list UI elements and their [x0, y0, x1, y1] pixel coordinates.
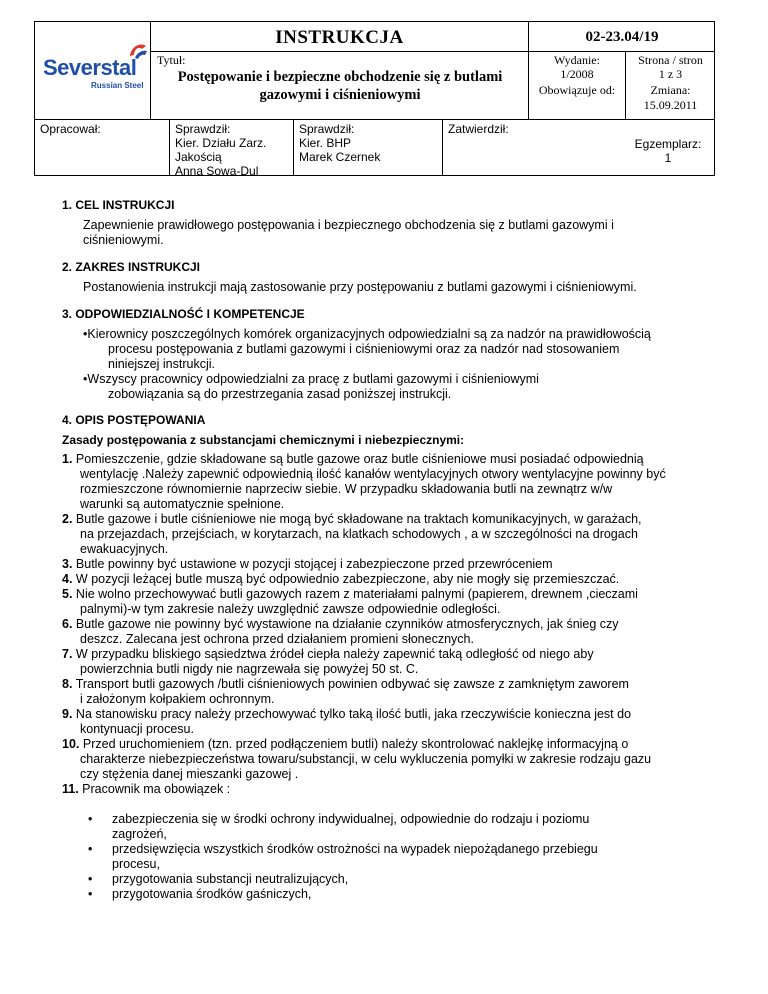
- approved-by-label: Zatwierdził:: [448, 122, 509, 136]
- item-number: 8.: [62, 677, 73, 691]
- change-label: Zmiana:: [650, 83, 691, 97]
- duty-text: zabezpieczenia się w środki ochrony indywidualnej, odpowiednie do rodzaju i poziomu: [112, 812, 590, 826]
- item-continuation: [62, 752, 712, 767]
- section-heading: 3. ODPOWIEDZIALNOŚĆ I KOMPETENCJE: [62, 307, 305, 321]
- item-first-line: [62, 452, 712, 467]
- duty-item: [88, 887, 708, 902]
- checked-label: Sprawdził:: [175, 122, 231, 136]
- item-text: Przed uruchomieniem (tzn. przed podłączeniem butli) należy skontrolować naklejkę informacyjną o: [82, 737, 629, 751]
- item-text: Butle gazowe nie powinny być wystawione na działanie czynników atmosferycznych, jak śnieg czy: [75, 617, 619, 631]
- item-first-line: [62, 677, 712, 692]
- logo-subtext: Russian Steel: [91, 81, 144, 90]
- item-continuation: [62, 467, 712, 482]
- item-text: ewakuacyjnych.: [80, 542, 169, 556]
- paragraph-line: Postanowienia instrukcji mają zastosowanie przy postępowaniu z butlami gazowymi i ciśnieniowymi.: [83, 280, 637, 294]
- item-text: Transport butli gazowych /butli ciśnieniowych powinien odbywać się zawsze z zamkniętym zaworem: [75, 677, 629, 691]
- checked-name: Anna Sowa-Dul: [175, 164, 259, 178]
- document-type-title: INSTRUKCJA: [275, 27, 404, 48]
- title-label: Tytuł:: [157, 53, 186, 67]
- numbered-item: [62, 737, 712, 782]
- item-continuation: [62, 482, 712, 497]
- item-text: kontynuacji procesu.: [80, 722, 194, 736]
- item-text: i założonym kołpakiem ochronnym.: [80, 692, 275, 706]
- page-label: Strona / stron: [638, 53, 703, 67]
- section-subheading: Zasady postępowania z substancjami chemicznymi i niebezpiecznymi:: [62, 433, 465, 447]
- item-continuation: [62, 542, 712, 557]
- bullet-item: •Kierownicy poszczególnych komórek organizacyjnych odpowiedzialni są za nadzór na prawidłowością: [83, 327, 651, 341]
- item-first-line: [62, 617, 712, 632]
- checked-role: Kier. BHP: [299, 136, 352, 150]
- numbered-item: [62, 677, 712, 707]
- bullet-text: Kierownicy poszczególnych komórek organizacyjnych odpowiedzialni są za nadzór na prawidłowością: [87, 327, 651, 341]
- item-text: Butle gazowe i butle ciśnieniowe nie mogą być składowane na traktach komunikacyjnych, w garażach,: [75, 512, 642, 526]
- bullet-icon: •: [88, 812, 93, 826]
- numbered-item: [62, 782, 712, 797]
- numbered-item: [62, 647, 712, 677]
- numbered-item: [62, 452, 712, 512]
- item-text: W przypadku bliskiego sąsiedztwa źródeł ciepła należy zapewnić taką odległość od niego aby: [75, 647, 594, 661]
- item-text: Na stanowisku pracy należy przechowywać tylko taką ilość butli, jaka rzeczywiście konieczna jest do: [75, 707, 632, 721]
- edition-value: 1/2008: [560, 67, 594, 81]
- item-number: 6.: [62, 617, 73, 631]
- item-text: W pozycji leżącej butle muszą być odpowiednio zabezpieczone, aby nie mogły się przemieszczać.: [75, 572, 620, 586]
- duty-continuation: [88, 857, 708, 872]
- item-continuation: [62, 527, 712, 542]
- item-continuation: [62, 632, 712, 647]
- valid-from-label: Obowiązuje od:: [538, 83, 616, 97]
- document-title: Postępowanie i bezpieczne obchodzenie się z butlami gazowymi i ciśnieniowymi: [177, 69, 503, 103]
- document-number: 02-23.04/19: [585, 29, 659, 45]
- numbered-list: [62, 452, 712, 797]
- item-text: warunki są automatycznie spełnione.: [80, 497, 285, 511]
- item-text: charakterze niebezpieczeństwa towaru/substancji, w celu wykluczenia pomyłki w zakresie rodzaju gazu: [80, 752, 652, 766]
- bullet-icon: •: [88, 842, 93, 856]
- item-first-line: [62, 512, 712, 527]
- item-continuation: [62, 722, 712, 737]
- item-first-line: [62, 737, 712, 752]
- bullet-text: Wszyscy pracownicy odpowiedzialni za pracę z butlami gazowymi i ciśnieniowymi: [87, 372, 539, 386]
- duty-text: zagrożeń,: [112, 827, 167, 841]
- duty-text: przygotowania substancji neutralizujących,: [112, 872, 349, 886]
- numbered-item: [62, 587, 712, 617]
- edition-label: Wydanie:: [554, 53, 600, 67]
- item-text: czy stężenia danej mieszanki gazowej .: [80, 767, 299, 781]
- logo-wordmark: Severstal: [43, 55, 137, 80]
- copy-value: 1: [664, 151, 672, 165]
- bullet-item: •Wszyscy pracownicy odpowiedzialni za pracę z butlami gazowymi i ciśnieniowymi: [83, 372, 539, 386]
- item-continuation: [62, 662, 712, 677]
- change-value: 15.09.2011: [643, 98, 698, 112]
- item-continuation: [62, 602, 712, 617]
- numbered-item: [62, 707, 712, 737]
- paragraph-line: Zapewnienie prawidłowego postępowania i bezpiecznego obchodzenia się z butlami gazowymi i: [83, 218, 614, 232]
- item-number: 1.: [62, 452, 73, 466]
- bullet-continuation: procesu postępowania z butlami gazowymi i ciśnieniowymi oraz za nadzór nad stosowaniem: [108, 342, 620, 356]
- item-first-line: [62, 782, 712, 797]
- item-first-line: [62, 647, 712, 662]
- duty-text: procesu,: [112, 857, 160, 871]
- item-first-line: [62, 557, 712, 572]
- checked-role: Kier. Działu Zarz. Jakością: [175, 136, 267, 164]
- item-text: rozmieszczone równomiernie naprzeciw siebie. W przypadku składowania butli na zewnątrz w/w: [80, 482, 613, 496]
- duty-continuation: [88, 827, 708, 842]
- page-value: 1 z 3: [658, 67, 683, 81]
- section-heading: 1. CEL INSTRUKCJI: [62, 198, 175, 212]
- item-continuation: [62, 767, 712, 782]
- item-text: na przejazdach, przejściach, w korytarzach, na klatkach schodowych , a w szczególności na drogach: [80, 527, 638, 541]
- item-text: Butle powinny być ustawione w pozycji stojącej i zabezpieczone przed przewróceniem: [75, 557, 553, 571]
- item-continuation: [62, 692, 712, 707]
- item-text: Pomieszczenie, gdzie składowane są butle gazowe oraz butle ciśnieniowe musi posiadać odpowiednią: [75, 452, 644, 466]
- section-heading: 4. OPIS POSTĘPOWANIA: [62, 413, 206, 427]
- prepared-by-label: Opracował:: [40, 122, 101, 136]
- item-number: 7.: [62, 647, 73, 661]
- checked-by-bhp: [299, 122, 439, 164]
- item-text: deszcz. Zalecana jest ochrona przed działaniem promieni słonecznych.: [80, 632, 474, 646]
- checked-by-quality: [175, 122, 290, 178]
- item-number: 9.: [62, 707, 73, 721]
- item-text: Pracownik ma obowiązek :: [82, 782, 231, 796]
- item-text: Nie wolno przechowywać butli gazowych razem z materiałami palnymi (papierem, drewnem ,cieczami: [75, 587, 638, 601]
- checked-name: Marek Czernek: [299, 150, 381, 164]
- section-heading: 2. ZAKRES INSTRUKCJI: [62, 260, 201, 274]
- checked-label: Sprawdził:: [299, 122, 355, 136]
- item-number: 11.: [62, 782, 79, 796]
- duties-list: [88, 812, 708, 902]
- item-text: palnymi)-w tym zakresie należy uwzględnić zawsze odpowiednie odległości.: [80, 602, 501, 616]
- bullet-icon: •: [88, 887, 93, 901]
- duty-item: [88, 842, 708, 857]
- item-text: wentylację .Należy zapewnić odpowiednią ilość kanałów wentylacyjnych otwory wentylacyjne powinny być: [80, 467, 666, 481]
- copy-number: [625, 137, 711, 165]
- item-number: 5.: [62, 587, 73, 601]
- signature-table: [34, 120, 715, 176]
- numbered-item: [62, 557, 712, 572]
- duty-text: przedsięwzięcia wszystkich środków ostrożności na wypadek niepożądanego przebiegu: [112, 842, 598, 856]
- duty-text: przygotowania środków gaśniczych,: [112, 887, 312, 901]
- paragraph-line: ciśnieniowymi.: [83, 233, 164, 247]
- item-first-line: [62, 572, 712, 587]
- item-number: 3.: [62, 557, 73, 571]
- bullet-icon: •: [88, 872, 93, 886]
- item-number: 2.: [62, 512, 73, 526]
- bullet-continuation: zobowiązania są do przestrzegania zasad poniższej instrukcji.: [108, 387, 452, 401]
- item-continuation: [62, 497, 712, 512]
- numbered-item: [62, 617, 712, 647]
- document-header: [34, 21, 715, 120]
- duty-item: [88, 872, 708, 887]
- bullet-continuation: niniejszej instrukcji.: [108, 357, 215, 371]
- item-number: 4.: [62, 572, 73, 586]
- item-first-line: [62, 587, 712, 602]
- item-first-line: [62, 707, 712, 722]
- numbered-item: [62, 572, 712, 587]
- duty-item: [88, 812, 708, 827]
- numbered-item: [62, 512, 712, 557]
- item-number: 10.: [62, 737, 80, 751]
- item-text: powierzchnia butli nigdy nie nagrzewała się powyżej 50 st. C.: [80, 662, 419, 676]
- copy-label: Egzemplarz:: [634, 137, 702, 151]
